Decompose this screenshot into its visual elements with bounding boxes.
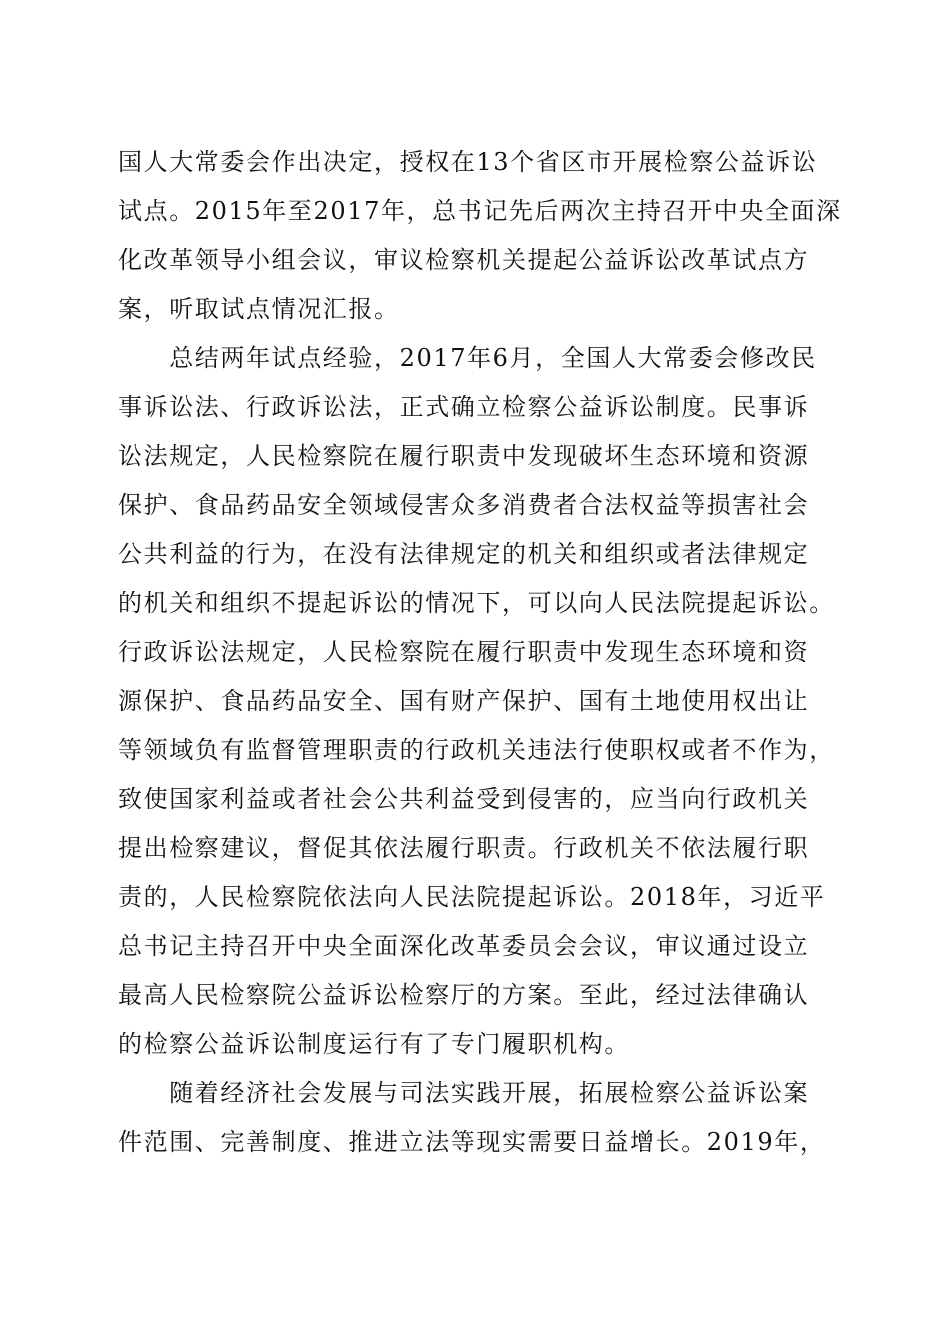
text-line: 公共利益的行为，在没有法律规定的机关和组织或者法律规定 bbox=[118, 540, 810, 568]
text-line: 责的，人民检察院依法向人民法院提起诉讼。2018年，习近平 bbox=[118, 883, 826, 911]
text-line: 保护、食品药品安全领域侵害众多消费者合法权益等损害社会 bbox=[118, 491, 810, 519]
text-line: 国人大常委会作出决定，授权在13个省区市开展检察公益诉讼 bbox=[118, 148, 818, 176]
text-line: 件范围、完善制度、推进立法等现实需要日益增长。2019年， bbox=[118, 1128, 826, 1156]
text-line: 讼法规定，人民检察院在履行职责中发现破坏生态环境和资源 bbox=[118, 442, 810, 470]
body-text bbox=[118, 138, 842, 1167]
text-line: 总结两年试点经验，2017年6月，全国人大常委会修改民 bbox=[118, 344, 817, 372]
text-line: 最高人民检察院公益诉讼检察厅的方案。至此，经过法律确认 bbox=[118, 981, 810, 1009]
text-line: 的机关和组织不提起诉讼的情况下，可以向人民法院提起诉讼。 bbox=[118, 589, 835, 617]
text-line: 提出检察建议，督促其依法履行职责。行政机关不依法履行职 bbox=[118, 834, 810, 862]
text-line: 随着经济社会发展与司法实践开展，拓展检察公益诉讼案 bbox=[118, 1079, 810, 1107]
text-line: 试点。2015年至2017年，总书记先后两次主持召开中央全面深 bbox=[118, 197, 842, 225]
text-line: 总书记主持召开中央全面深化改革委员会会议，审议通过设立 bbox=[118, 932, 810, 960]
text-line: 案，听取试点情况汇报。 bbox=[118, 295, 400, 323]
text-line: 行政诉讼法规定，人民检察院在履行职责中发现生态环境和资 bbox=[118, 638, 810, 666]
text-line: 等领域负有监督管理职责的行政机关违法行使职权或者不作为， bbox=[118, 736, 835, 764]
text-line: 化改革领导小组会议，审议检察机关提起公益诉讼改革试点方 bbox=[118, 246, 810, 274]
text-line: 致使国家利益或者社会公共利益受到侵害的，应当向行政机关 bbox=[118, 785, 810, 813]
text-line: 事诉讼法、行政诉讼法，正式确立检察公益诉讼制度。民事诉 bbox=[118, 393, 810, 421]
text-line: 源保护、食品药品安全、国有财产保护、国有土地使用权出让 bbox=[118, 687, 810, 715]
text-line: 的检察公益诉讼制度运行有了专门履职机构。 bbox=[118, 1030, 630, 1058]
